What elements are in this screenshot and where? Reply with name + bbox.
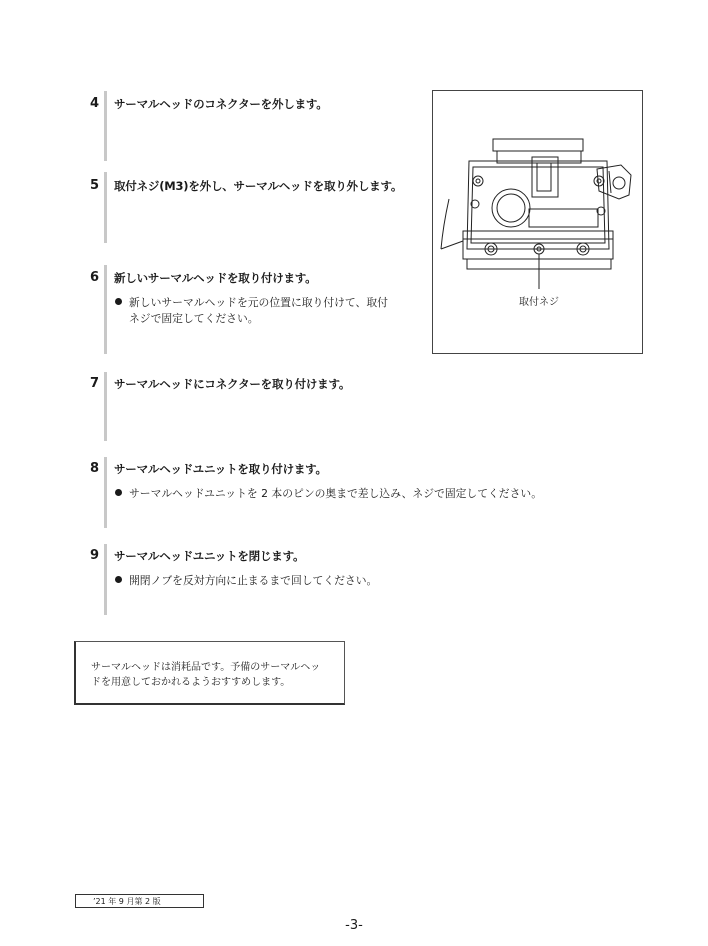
step-8-title: サーマルヘッドユニットを取り付けます。: [114, 462, 327, 476]
center-strip: [529, 209, 598, 227]
thermal-head-figure: [432, 90, 643, 354]
step-4-bar: [104, 91, 107, 161]
step-7-number: 7: [90, 376, 100, 391]
step-4-title: サーマルヘッドのコネクターを外します。: [114, 97, 328, 111]
step-5-bar: [104, 172, 107, 243]
note-line-1: サーマルヘッドは消耗品です。予備のサーマルヘッ: [91, 662, 321, 673]
roller-icon: [492, 189, 530, 227]
step-7-bar: [104, 372, 107, 441]
top-plate: [493, 139, 583, 151]
step-9-bullet-dot: [115, 576, 122, 583]
step-5-number: 5: [90, 178, 100, 193]
head-body-inner: [471, 167, 605, 243]
step-9-title: サーマルヘッドユニットを閉じます。: [114, 549, 305, 563]
bottom-rail: [463, 231, 613, 259]
screw-icon: [594, 176, 604, 186]
edition-box: [75, 894, 204, 908]
step-6-bullet-dot: [115, 298, 122, 305]
step-9-number: 9: [90, 548, 100, 563]
step-6-title: 新しいサーマルヘッドを取り付けます。: [114, 271, 317, 285]
step-6-bullet-line-1: 新しいサーマルヘッドを元の位置に取り付けて、取付: [129, 296, 388, 309]
step-8-bullet-line-1: サーマルヘッドユニットを 2 本のピンの奥まで差し込み、ネジで固定してください。: [129, 487, 542, 500]
step-6-bar: [104, 265, 107, 354]
cable-line-end: [441, 241, 463, 249]
knob-icon: [597, 165, 631, 199]
roller-inner: [497, 194, 525, 222]
head-body: [467, 161, 609, 249]
knob-ridge: [609, 171, 611, 193]
step-8-bullet-dot: [115, 489, 122, 496]
note-line-2: ドを用意しておかれるようおすすめします。: [91, 677, 291, 688]
step-6-bullet-line-2: ネジで固定してください。: [129, 312, 259, 325]
knob-center: [613, 177, 625, 189]
step-9-bullet-line-1: 開閉ノブを反対方向に止まるまで回してください。: [129, 574, 378, 587]
step-8-number: 8: [90, 461, 100, 476]
screw-icon: [476, 179, 480, 183]
screw-icon: [473, 176, 483, 186]
step-7-title: サーマルヘッドにコネクターを取り付けます。: [114, 377, 351, 391]
page-number: -3-: [345, 918, 363, 933]
step-6-number: 6: [90, 270, 100, 285]
cable-line: [441, 199, 449, 249]
step-4-number: 4: [90, 96, 100, 111]
step-9-bar: [104, 544, 107, 615]
thermal-head-drawing: [433, 91, 644, 355]
note-box: [74, 641, 345, 705]
edition-text: ’21 年 9 月第 2 版: [93, 897, 161, 906]
step-8-bar: [104, 457, 107, 528]
mounting-screw-label: 取付ネジ: [519, 297, 559, 308]
step-5-title: 取付ネジ(M3)を外し、サーマルヘッドを取り外します。: [114, 179, 403, 193]
